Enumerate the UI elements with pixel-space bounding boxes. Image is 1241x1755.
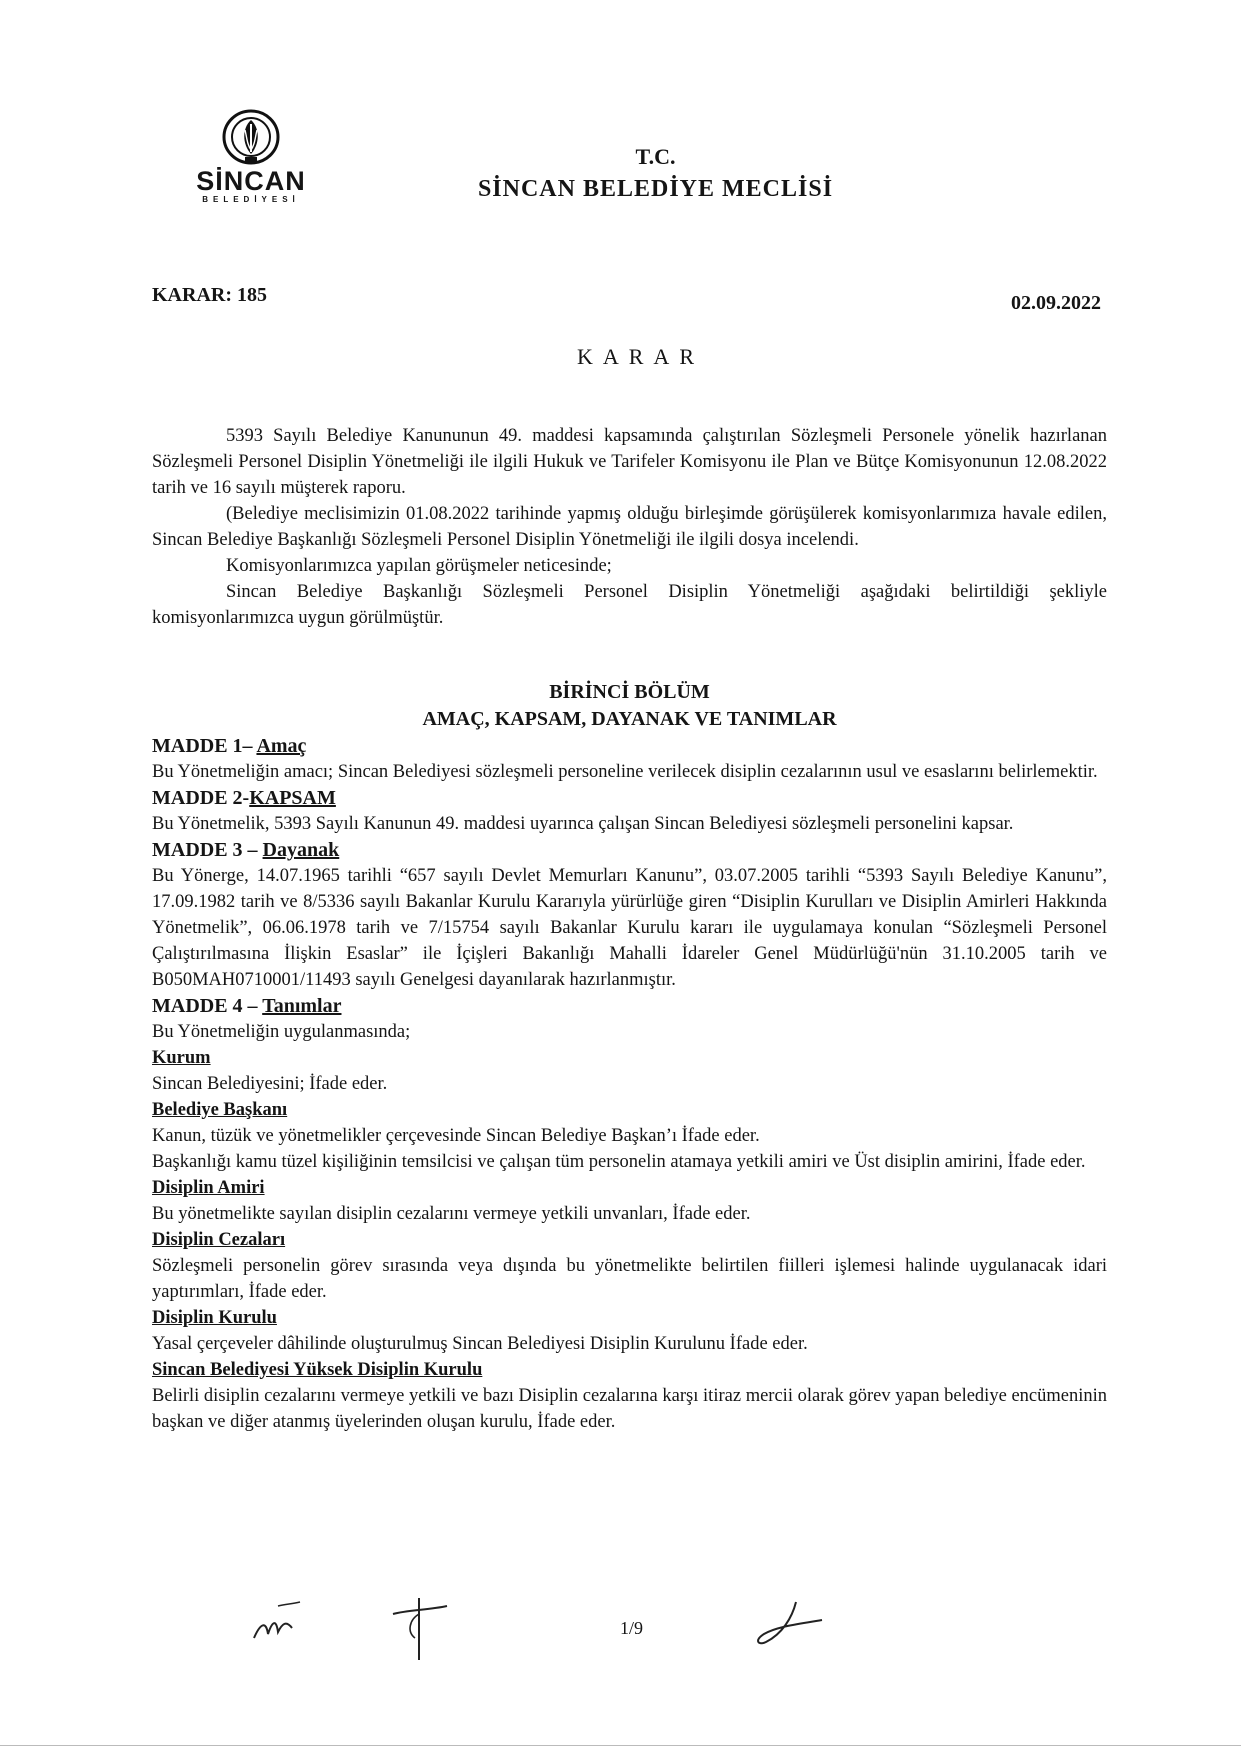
council-heading: SİNCAN BELEDİYE MECLİSİ — [477, 176, 834, 202]
article-label: MADDE 4 – — [152, 995, 263, 1017]
definition-term: Disiplin Kurulu — [152, 1308, 277, 1328]
article-title: Tanımlar — [262, 995, 342, 1017]
article-title: Dayanak — [262, 839, 340, 861]
logo-subtext: BELEDİYESİ — [202, 195, 300, 204]
article-text: Bu Yönetmeliğin uygulanmasında; — [152, 1022, 411, 1042]
page-number: 1/9 — [620, 1618, 644, 1638]
signature-2 — [385, 1592, 455, 1664]
article-title: KAPSAM — [249, 787, 336, 809]
definition-text: Sincan Belediyesini; İfade eder. — [152, 1074, 388, 1094]
article-label: MADDE 1– — [152, 735, 257, 757]
definition-term: Sincan Belediyesi Yüksek Disiplin Kurulu — [152, 1360, 483, 1380]
definition-text: Sözleşmeli personelin görev sırasında veya dışında bu yönetmelikte belirtilen fiilleri işlemesi halinde uygulanacak idari yaptırımları, İfade eder. — [152, 1256, 1107, 1302]
intro-paragraph: 5393 Sayılı Belediye Kanununun 49. maddesi kapsamında çalıştırılan Sözleşmeli Personele yönelik hazırlanan Sözleşmeli Personel Disiplin Yönetmeliği ile ilgili Hukuk ve Tarifeler Komisyonu ile Plan ve Bütçe Komisyonunun 12.08.2022 tarih ve 16 sayılı müşterek raporu. — [152, 426, 1107, 498]
scan-edge-line — [0, 1745, 1241, 1746]
definition-text: Bu yönetmelikte sayılan disiplin cezalarını vermeye yetkili unvanları, İfade eder. — [152, 1204, 751, 1224]
article-heading — [152, 993, 1107, 1019]
article-heading — [152, 733, 1107, 759]
definition-term: Belediye Başkanı — [152, 1100, 288, 1120]
article-text: Bu Yönerge, 14.07.1965 tarihli “657 sayılı Devlet Memurları Kanunu”, 03.07.2005 tarihli “5393 Sayılı Belediye Kanunu”, 17.09.1982 tarih ve 8/5336 sayılı Bakanlar Kurulu Kararıyla yürürlüğe giren “Disiplin Kurulları ve Disiplin Amirleri Hakkında Yönetmelik”, 06.06.1978 tarih ve 7/15754 sayılı Bakanlar Kurulu kararı ile uygulamaya konulan “Sözleşmeli Personel Çalıştırılmasına İlişkin Esaslar” ile İçişleri Bakanlığı Mahalli İdareler Genel Müdürlüğü'nün 31.10.2005 tarih ve B050MAH0710001/11493 sayılı Genelgesi dayanılarak hazırlanmıştır. — [152, 866, 1107, 990]
article-label: MADDE 2- — [152, 787, 250, 809]
article-text: Bu Yönetmelik, 5393 Sayılı Kanunun 49. maddesi uyarınca çalışan Sincan Belediyesi sözleşmeli personelini kapsar. — [152, 814, 1014, 834]
definition-term: Disiplin Cezaları — [152, 1230, 286, 1250]
article-label: MADDE 3 – — [152, 839, 263, 861]
section-subtitle: AMAÇ, KAPSAM, DAYANAK VE TANIMLAR — [422, 708, 837, 730]
intro-paragraph: (Belediye meclisimizin 01.08.2022 tarihinde yapmış olduğu birleşimde görüşülerek komisyonlarımıza havale edilen, Sincan Belediye Başkanlığı Sözleşmeli Personel Disiplin Yönetmeliği ile ilgili dosya incelendi. — [152, 504, 1107, 550]
state-heading: T.C. — [635, 144, 676, 169]
decision-title: KARAR — [576, 344, 704, 369]
intro-block — [152, 423, 1107, 631]
definition-text: Başkanlığı kamu tüzel kişiliğinin temsilcisi ve çalışan tüm personelin atamaya yetkili amiri ve Üst disiplin amirini, İfade eder. — [152, 1152, 1086, 1172]
definition-text: Kanun, tüzük ve yönetmelikler çerçevesinde Sincan Belediye Başkan’ı İfade eder. — [152, 1126, 760, 1146]
article-heading — [152, 785, 1107, 811]
document-body — [152, 423, 1107, 1435]
definition-term: Kurum — [152, 1048, 211, 1068]
definition-text: Belirli disiplin cezalarını vermeye yetkili ve bazı Disiplin cezalarına karşı itiraz mercii olarak görev yapan belediye encümeninin başkan ve diğer atanmış üyelerinden oluşan kurulu, İfade eder. — [152, 1386, 1107, 1432]
article-heading — [152, 837, 1107, 863]
definition-term: Disiplin Amiri — [152, 1178, 265, 1198]
signature-1 — [248, 1598, 318, 1648]
logo-wordmark: SİNCAN — [196, 166, 306, 196]
intro-paragraph: Komisyonlarımızca yapılan görüşmeler neticesinde; — [226, 556, 612, 576]
signature-3 — [748, 1598, 828, 1652]
article-text: Bu Yönetmeliğin amacı; Sincan Belediyesi sözleşmeli personeline verilecek disiplin cezalarının usul ve esaslarını belirlemektir. — [152, 762, 1098, 782]
definition-text: Yasal çerçeveler dâhilinde oluşturulmuş Sincan Belediyesi Disiplin Kurulunu İfade eder. — [152, 1334, 808, 1354]
intro-paragraph: Sincan Belediye Başkanlığı Sözleşmeli Personel Disiplin Yönetmeliği aşağıdaki belirtildiği şekliyle komisyonlarımızca uygun görülmüştür. — [152, 582, 1107, 628]
article-title: Amaç — [256, 735, 307, 757]
decision-number: KARAR: 185 — [152, 284, 267, 306]
section-title: BİRİNCİ BÖLÜM — [549, 681, 710, 703]
decision-date: 02.09.2022 — [1011, 292, 1101, 314]
